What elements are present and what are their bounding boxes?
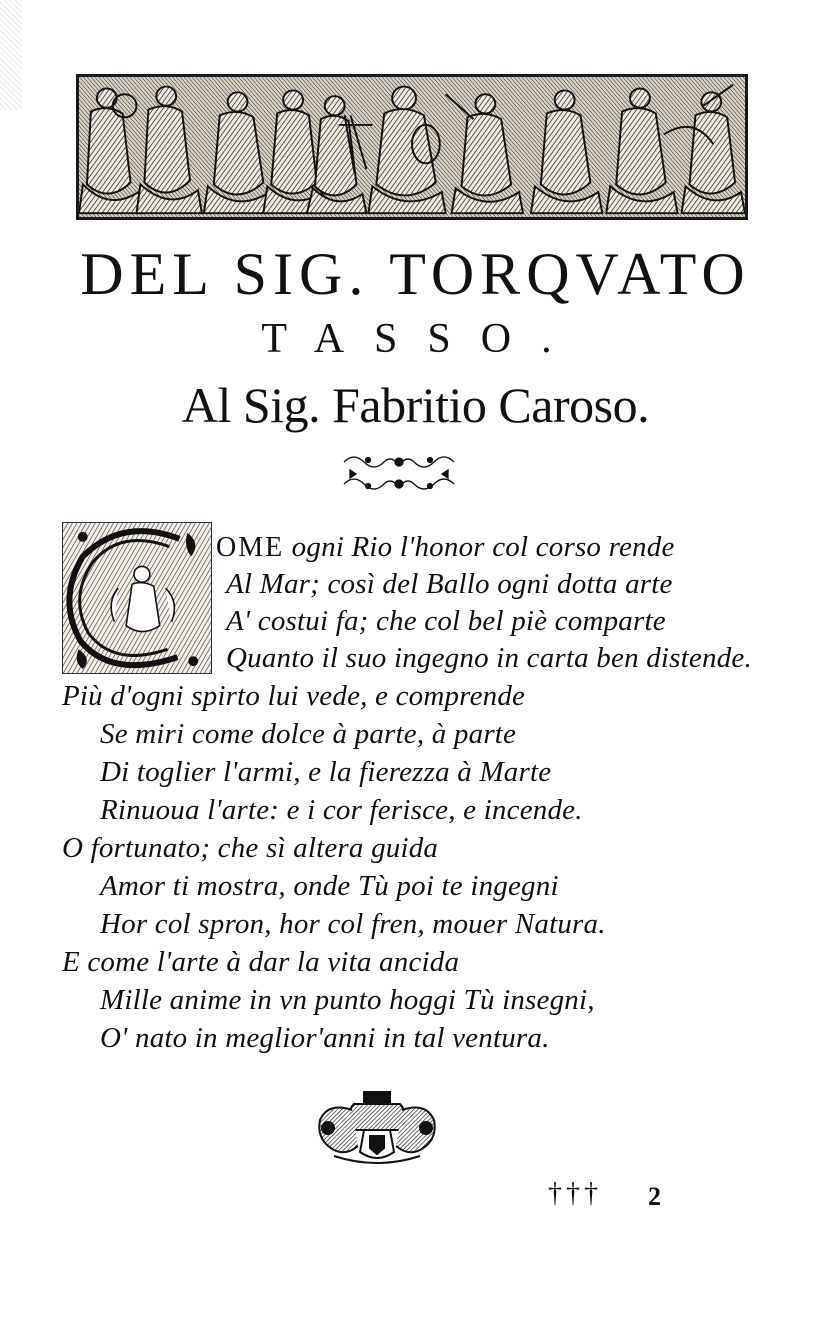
verse-line-13: Mille anime in vn punto hoggi Tù insegni, — [100, 984, 595, 1016]
verse-line-14: O' nato in meglior'anni in tal ventura. — [100, 1022, 550, 1054]
title-surname-line: TASSO. — [261, 316, 582, 362]
verse-line-12: E come l'arte à dar la vita ancida — [62, 946, 460, 978]
verse-line-9: O fortunato; che sì altera guida — [62, 832, 439, 864]
verse-line-1-rest: ogni Rio l'honor col corso rende — [284, 531, 675, 563]
verse-line-5: Più d'ogni spirto lui vede, e comprende — [62, 680, 526, 712]
verse-line-11: Hor col spron, hor col fren, mouer Natura. — [100, 908, 606, 940]
verse-line-2: Al Mar; così del Ballo ogni dotta arte — [226, 568, 673, 600]
page-number: 2 — [648, 1182, 661, 1211]
verse-line-10: Amor ti mostra, onde Tù poi te ingegni — [100, 870, 559, 902]
dedication-line: Al Sig. Fabritio Caroso. — [181, 377, 650, 433]
verse-line-3: A' costui fa; che col bel piè comparte — [226, 605, 666, 637]
signature-mark: ††† — [548, 1178, 602, 1209]
verse-line-6: Se miri come dolce à parte, à parte — [100, 718, 517, 750]
verse-line-7: Di toglier l'armi, e la fierezza à Marte — [100, 756, 552, 788]
verse-line-4: Quanto il suo ingegno in carta ben distende. — [226, 642, 752, 674]
title-author-line: DEL SIG. TORQVATO — [80, 241, 751, 307]
tailpiece-ornament — [314, 1090, 440, 1166]
verse-smallcaps-opening: OME — [216, 532, 285, 563]
verse-line-1 — [216, 533, 675, 562]
verse-line-8: Rinuoua l'arte: e i cor ferisce, e incende. — [100, 794, 583, 826]
